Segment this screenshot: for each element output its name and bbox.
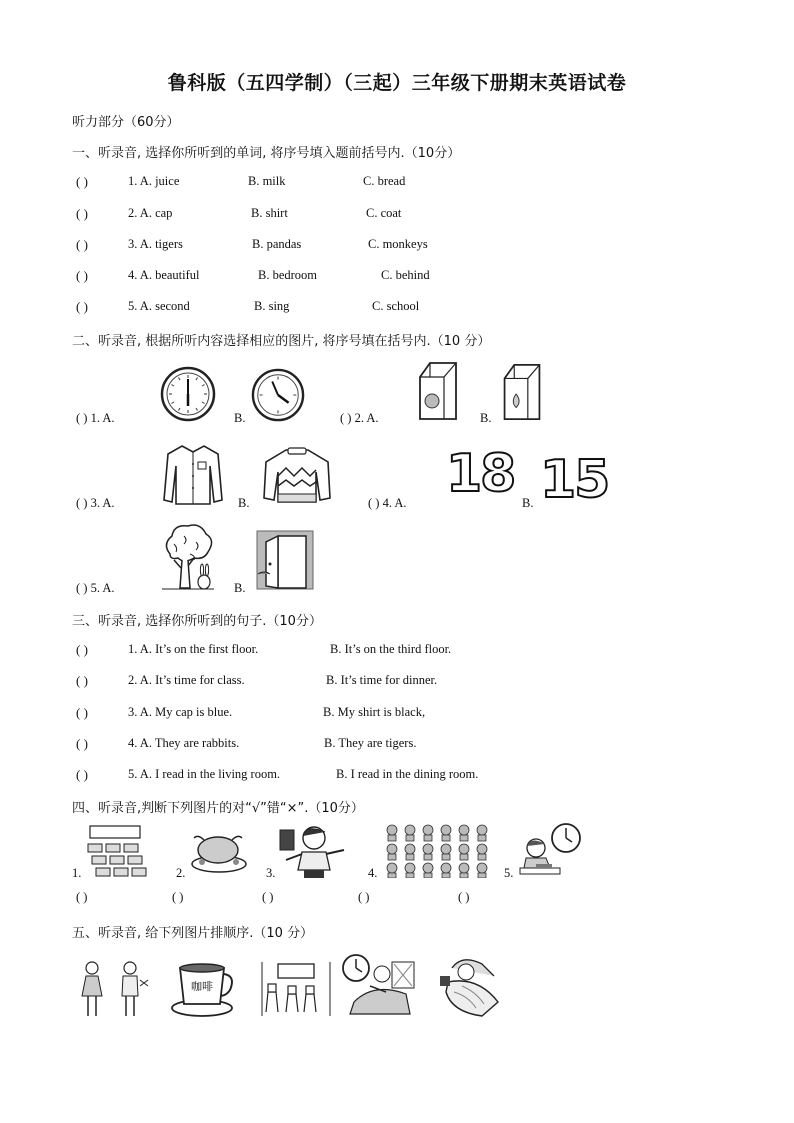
q4-label: ( ) 4. A. (368, 496, 407, 510)
option-a: 3. A. My cap is blue. (128, 705, 233, 719)
option-a: 1. A. juice (128, 174, 180, 188)
answer-paren[interactable]: ( ) (76, 268, 88, 283)
option-b: B. It’s time for dinner. (326, 673, 438, 687)
boy-icon (278, 822, 350, 878)
roast-chicken-icon (190, 822, 248, 874)
answer-paren[interactable]: ( ) (76, 299, 88, 314)
q1-b-label: B. (234, 411, 246, 425)
clock-icon (160, 366, 216, 422)
option-b: B. bedroom (258, 268, 318, 282)
answer-paren[interactable]: ( ) (76, 767, 88, 782)
option-c: C. coat (366, 206, 402, 220)
answer-paren[interactable]: ( ) (76, 736, 88, 751)
two-kids-icon (74, 956, 150, 1020)
boy-eating-clock-icon (516, 822, 584, 880)
q2-b-label: B. (480, 411, 492, 425)
section2-heading: 二、听录音, 根据所听内容选择相应的图片, 将序号填在括号内.（10 分） (72, 334, 491, 349)
section3-heading: 三、听录音, 选择你所听到的句子.（10分） (72, 614, 322, 629)
option-c: C. monkeys (368, 237, 428, 251)
art-room-icon (260, 960, 332, 1018)
monkeys-icon (384, 822, 494, 878)
option-b: B. milk (248, 174, 286, 188)
option-b: B. I read in the dining room. (336, 767, 479, 781)
option-b: B. It’s on the third floor. (330, 642, 452, 656)
page-title: 鲁科版（五四学制）（三起）三年级下册期末英语试卷 (167, 72, 627, 94)
answer-paren[interactable]: ( ) (76, 705, 88, 720)
q5-b-label: B. (234, 581, 246, 595)
answer-paren[interactable]: ( ) (76, 174, 88, 189)
option-a: 5. A. I read in the living room. (128, 767, 281, 781)
classroom-icon (84, 824, 154, 880)
pic-num: 1. (72, 866, 82, 880)
option-a: 1. A. It’s on the first floor. (128, 642, 259, 656)
option-b: B. pandas (252, 237, 302, 251)
juice-box-icon (500, 361, 544, 423)
answer-paren[interactable]: ( ) (76, 673, 88, 688)
tree-rabbit-icon (160, 524, 216, 592)
door-icon (256, 530, 314, 590)
option-a: 4. A. beautiful (128, 268, 200, 282)
option-a: 5. A. second (128, 299, 190, 313)
sweater-icon (260, 446, 334, 504)
answer-paren[interactable]: ( ) (76, 642, 88, 657)
pic-num: 4. (368, 866, 378, 880)
option-a: 2. A. cap (128, 206, 173, 220)
pic-num: 2. (176, 866, 186, 880)
juice-box-icon (416, 359, 460, 423)
option-b: B. They are tigers. (324, 736, 417, 750)
number-18: 18 (446, 444, 515, 504)
q3-label: ( ) 3. A. (76, 496, 115, 510)
q1-label: ( ) 1. A. (76, 411, 115, 425)
pic-num: 5. (504, 866, 514, 880)
judge-paren[interactable]: ( ) (262, 890, 274, 904)
coffee-cup-icon (170, 960, 238, 1018)
option-a: 2. A. It’s time for class. (128, 673, 245, 687)
shirt-icon (160, 442, 226, 508)
option-c: C. bread (363, 174, 406, 188)
section4-heading: 四、听录音,判断下列图片的对“√”错“×”.（10分） (72, 801, 364, 816)
option-a: 3. A. tigers (128, 237, 183, 251)
option-a: 4. A. They are rabbits. (128, 736, 240, 750)
pic-num: 3. (266, 866, 276, 880)
answer-paren[interactable]: ( ) (76, 237, 88, 252)
judge-paren[interactable]: ( ) (172, 890, 184, 904)
judge-paren[interactable]: ( ) (358, 890, 370, 904)
number-15: 15 (540, 450, 609, 510)
waking-up-icon (340, 952, 418, 1018)
q3-b-label: B. (238, 496, 250, 510)
cup-label: 咖啡 (191, 980, 213, 993)
listening-part-heading: 听力部分（60分） (72, 115, 180, 130)
option-b: B. shirt (251, 206, 288, 220)
clock-icon (251, 368, 305, 422)
option-b: B. My shirt is black, (323, 705, 426, 719)
q5-label: ( ) 5. A. (76, 581, 115, 595)
q2-label: ( ) 2. A. (340, 411, 379, 425)
answer-paren[interactable]: ( ) (76, 206, 88, 221)
q4-b-label: B. (522, 496, 534, 510)
option-b: B. sing (254, 299, 290, 313)
section1-heading: 一、听录音, 选择你所听到的单词, 将序号填入题前括号内.（10分） (72, 146, 461, 161)
option-c: C. school (372, 299, 420, 313)
section5-heading: 五、听录音, 给下列图片排顺序.（10 分） (72, 926, 314, 941)
judge-paren[interactable]: ( ) (458, 890, 470, 904)
judge-paren[interactable]: ( ) (76, 890, 88, 904)
option-c: C. behind (381, 268, 430, 282)
sleeping-icon (438, 954, 504, 1020)
